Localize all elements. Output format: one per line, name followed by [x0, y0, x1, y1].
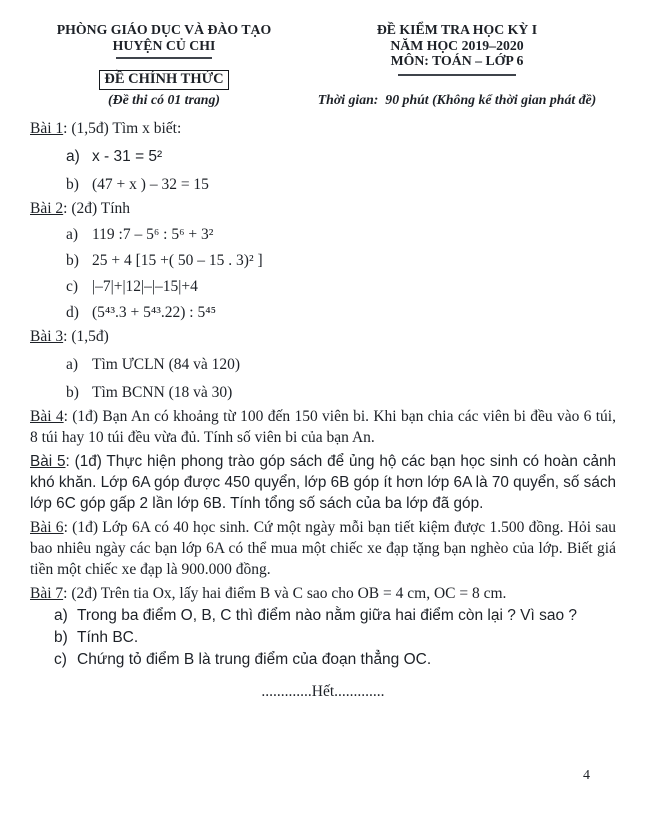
exam-title-block [298, 22, 616, 108]
official-exam-stamp: ĐỀ CHÍNH THỨC [99, 70, 228, 90]
item-marker: a) [66, 226, 79, 243]
district-name: HUYỆN CỦ CHI [112, 37, 216, 53]
item-text: Tìm BCNN (18 và 30) [92, 384, 233, 401]
problem-7-heading [30, 583, 616, 604]
problem-3-title: : (1,5đ) [63, 328, 109, 345]
item-text: Tính BC. [77, 629, 139, 646]
problem-5-paragraph [30, 451, 616, 514]
item-marker: a) [66, 148, 80, 165]
item-text: 119 :7 – 5⁶ : 5⁶ + 3² [92, 226, 214, 243]
problem-2-heading [30, 198, 616, 219]
item-text: Tìm ƯCLN (84 và 120) [92, 356, 241, 373]
item-text: (5⁴³.3 + 5⁴³.22) : 5⁴⁵ [92, 304, 217, 321]
problem-2-items [30, 224, 616, 323]
problem-3-heading [30, 326, 616, 347]
problem-2-item-a [30, 224, 616, 245]
problem-2-item-b [30, 250, 616, 271]
official-stamp-wrap [30, 70, 298, 90]
item-marker: c) [54, 651, 67, 668]
item-marker: b) [66, 384, 79, 401]
exam-header [30, 22, 616, 108]
item-text: Trong ba điểm O, B, C thì điểm nào nằm giữa hai điểm còn lại ? Vì sao ? [77, 607, 578, 624]
header-left-divider [116, 57, 212, 59]
item-text: x - 31 = 5² [92, 148, 163, 165]
school-year: NĂM HỌC 2019–2020 [390, 37, 524, 53]
problem-7-label: Bài 7 [30, 585, 64, 602]
problem-7-item-b [30, 627, 616, 648]
problem-5-label: Bài 5 [30, 453, 66, 470]
item-text: |–7|+|12|–|–15|+4 [92, 278, 198, 295]
problem-1-item-a [30, 146, 616, 167]
problem-1-items [30, 146, 616, 195]
problem-6-paragraph [30, 517, 616, 580]
problem-4-text: : (1đ) Bạn An có khoảng từ 100 đến 150 viên bi. Khi bạn chia các viên bi đều vào 6 túi, 8 túi hay 10 túi đều vừa đủ. Tính số viên bi của bạn An. [30, 408, 616, 446]
problem-1-label: Bài 1 [30, 120, 64, 137]
problem-1-heading [30, 118, 616, 139]
exam-title: ĐỀ KIỂM TRA HỌC KỲ I [376, 22, 538, 37]
problem-2-item-d [30, 302, 616, 323]
problem-3-items [30, 354, 616, 403]
problem-2-item-c [30, 276, 616, 297]
item-text: Chứng tỏ điểm B là trung điểm của đoạn thẳng OC. [77, 651, 432, 668]
problem-5-text: : (1đ) Thực hiện phong trào góp sách để ủng hộ các bạn học sinh có hoàn cảnh khó khăn. Lớp 6A góp được 450 quyển, lớp 6B góp ít hơn lớp 6A là 70 quyển, số sách lớp 6C góp gấp 2 lần lớp 6B. Tính tổng số sách của ba lớp đã góp. [30, 453, 616, 512]
item-marker: a) [54, 607, 68, 624]
page-count-note: (Đề thi có 01 trang) [108, 92, 220, 107]
item-marker: a) [66, 356, 79, 373]
problem-7-item-a [30, 605, 616, 626]
page-number: 4 [583, 768, 590, 783]
problem-6-label: Bài 6 [30, 519, 64, 536]
problem-2-title: : (2đ) Tính [63, 200, 131, 217]
item-marker: c) [66, 278, 79, 295]
problem-4-paragraph [30, 406, 616, 448]
issuing-authority-block [30, 22, 298, 108]
item-marker: b) [54, 629, 68, 646]
item-marker: b) [66, 176, 79, 193]
header-right-divider [398, 74, 516, 76]
item-text: 25 + 4 [15 +( 50 – 15 . 3)² ] [92, 252, 263, 269]
problem-4-label: Bài 4 [30, 408, 64, 425]
problem-3-item-b [30, 382, 616, 403]
item-marker: b) [66, 252, 79, 269]
problem-3-label: Bài 3 [30, 328, 64, 345]
problem-6-text: : (1đ) Lớp 6A có 40 học sinh. Cứ một ngày mỗi bạn tiết kiệm được 1.500 đồng. Hỏi sau bao nhiêu ngày các bạn lớp 6A có thể mua một chiếc xe đạp tặng bạn nghèo của lớp. Biết giá tiền một chiếc xe đạp là 900.000 đồng. [30, 519, 616, 578]
problem-2-label: Bài 2 [30, 200, 64, 217]
item-text: (47 + x ) – 32 = 15 [92, 176, 209, 193]
problem-7-items [30, 605, 616, 670]
problem-3-item-a [30, 354, 616, 375]
exam-duration: Thời gian: 90 phút (Không kể thời gian phát đề) [317, 91, 597, 107]
item-marker: d) [66, 304, 79, 321]
department-name: PHÒNG GIÁO DỤC VÀ ĐÀO TẠO [56, 22, 272, 37]
problem-1-item-b [30, 174, 616, 195]
problem-7-title: : (2đ) Trên tia Ox, lấy hai điểm B và C sao cho OB = 4 cm, OC = 8 cm. [63, 585, 507, 602]
problem-7-item-c [30, 649, 616, 670]
end-of-exam-marker: .............Hết............. [261, 683, 385, 700]
subject-grade: MÔN: TOÁN – LỚP 6 [390, 53, 524, 68]
problem-1-title: : (1,5đ) Tìm x biết: [63, 120, 182, 137]
